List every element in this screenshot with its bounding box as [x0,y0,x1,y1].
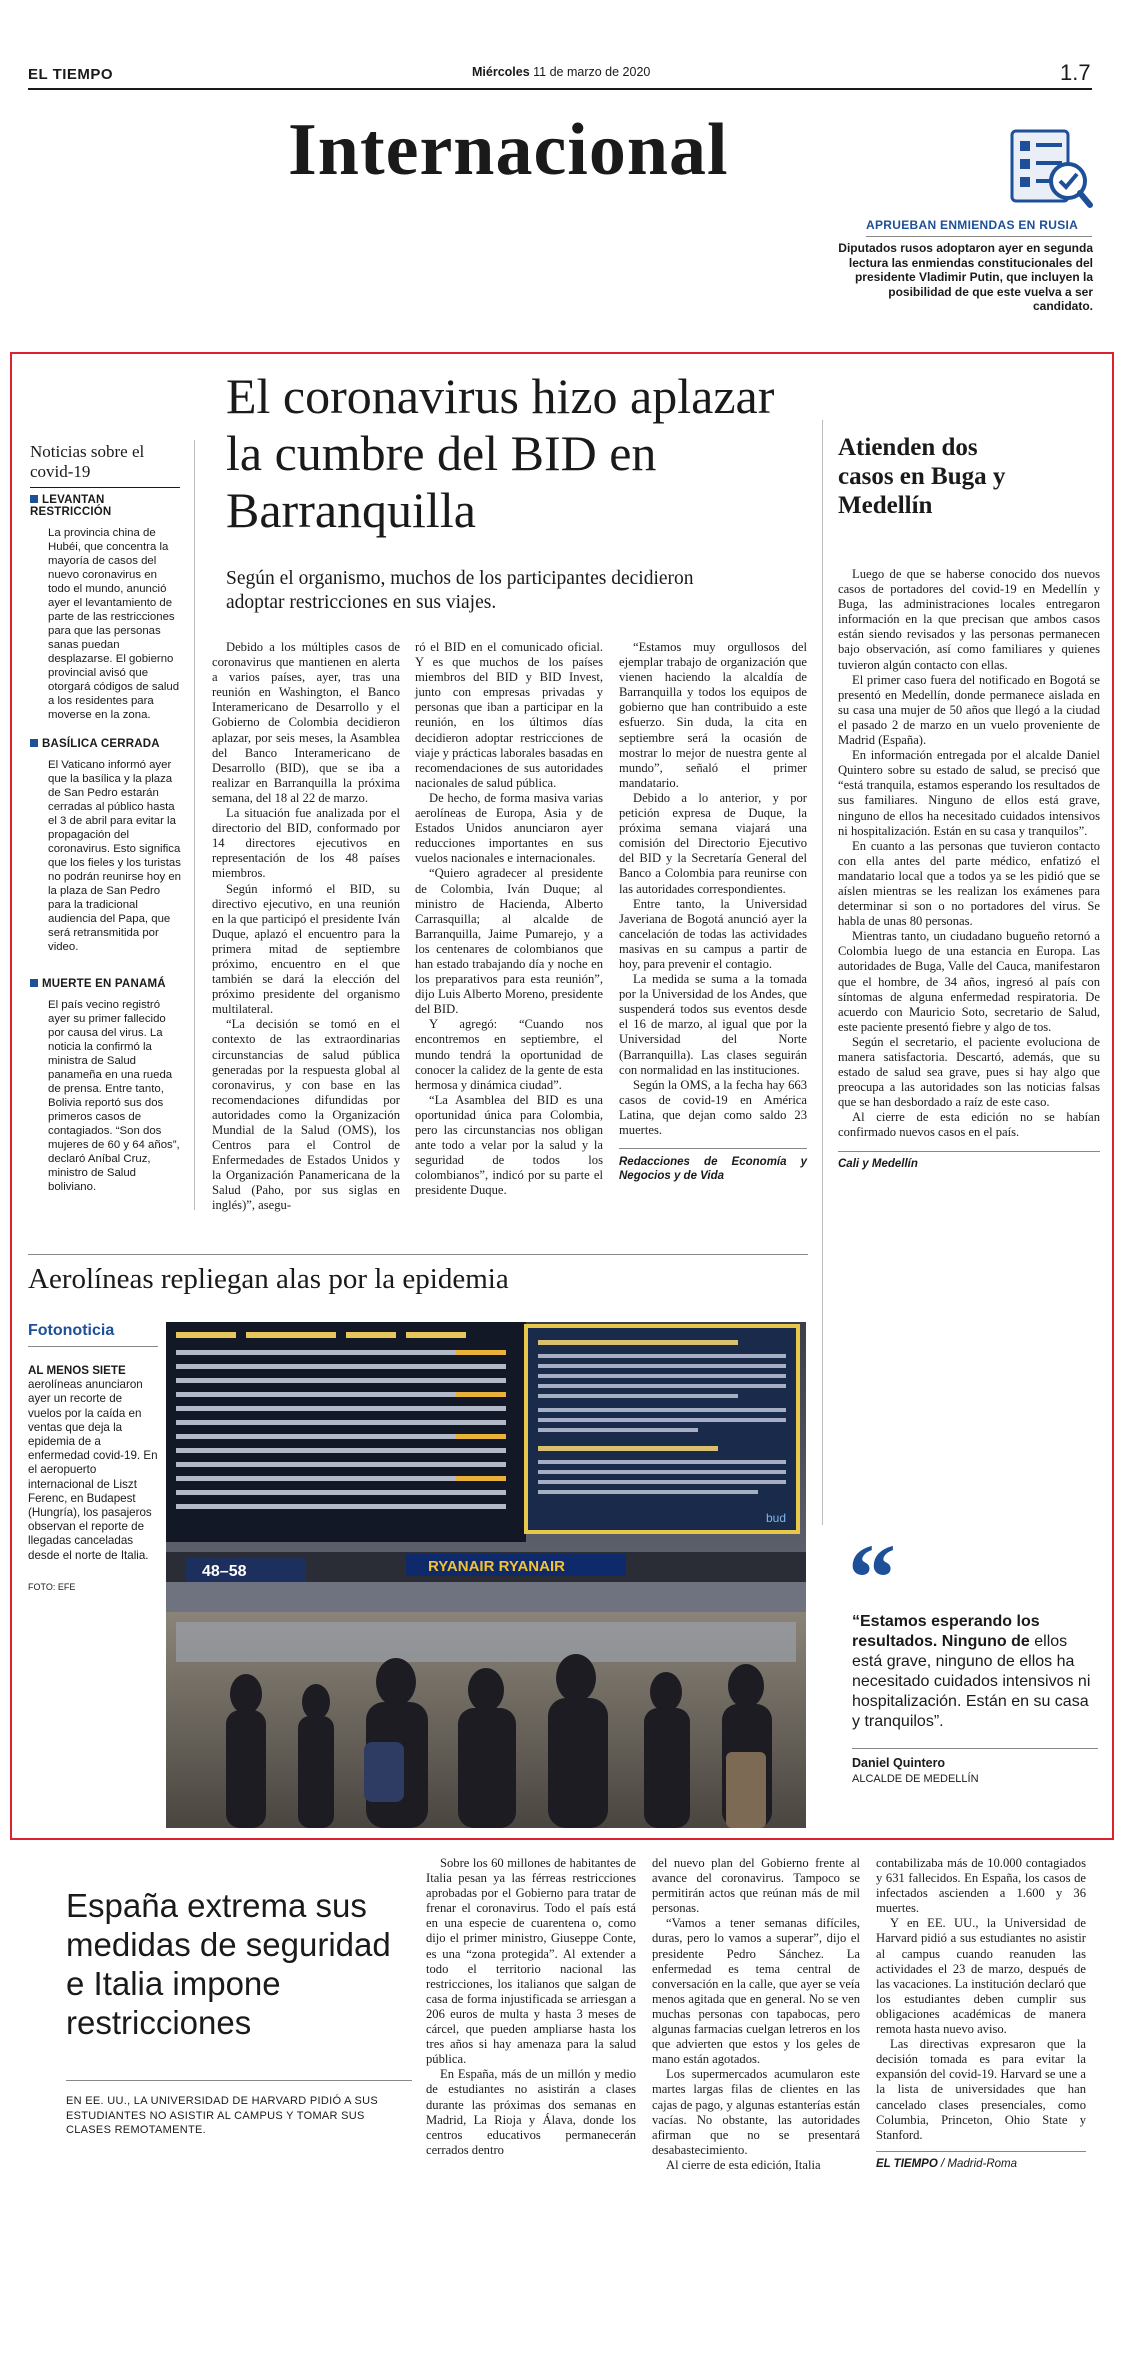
teaser-rule [866,236,1092,237]
paragraph: La medida se suma a la tomada por la Universidad de los Andes, que suspenderá todos sus eventos desde el 16 de marzo, al igual que por la Universidad del Norte (Barranquilla). Las clases seguirán con normalidad en las instituciones. [619,972,807,1077]
paragraph: De hecho, de forma masiva varias aerolíneas de Europa, Asia y de Estados Unidos anunciaron ayer reducciones importantes en sus vuelos nacionales e internacionales. [415,790,603,866]
bullet-square-icon [30,495,38,503]
sidebar-item-heading: MUERTE EN PANAMÁ [30,978,182,990]
bottom-column-2 [652,1856,860,2173]
bottom-byline [876,2157,1086,2172]
paper-name: EL TIEMPO [28,66,114,83]
pull-quote-bold: “Estamos esperando los resultados. Ninguno de [852,1613,1040,1650]
paragraph: Entre tanto, la Universidad Javeriana de Bogotá anunció ayer la cancelación de todas las actividades masivas en su campus a partir de hoy, para prevenir el contagio. [619,896,807,971]
paragraph: contabilizaba más de 10.000 contagiados y 631 fallecidos. En España, los casos de infectados ascienden a 1.600 y 36 muertes. [876,1856,1086,1916]
byline-rule [838,1151,1100,1152]
photo-label-rule [28,1346,158,1347]
photo-story-headline: Aerolíneas repliegan alas por la epidemia [28,1263,509,1295]
paragraph: Debido a los múltiples casos de coronavirus que mantienen en alerta a varios países, ayer, tras una reunión en Washington, el Banco Interamericano de Desarrollo y el Gobierno de Colombia decidieron aplazar, por seis meses, la Asamblea del Banco Interamericano de Desarrollo (BID), que se iba a realizar en Barranquilla la próxima semana, del 18 al 22 de marzo. [212,640,400,805]
sidebar-item-heading: BASÍLICA CERRADA [30,738,182,750]
right-column [838,567,1100,1172]
paragraph: “Estamos muy orgullosos del ejemplar trabajo de organización que vienen haciendo la alcaldía de Barranquilla y todos los equipos de gobierno que han contribuido a este esfuerzo. Sin duda, la cita en septiembre será la ocasión de mostrar lo mejor de nuestra gente al mundo”, señaló el primer mandatario. [619,640,807,790]
paragraph: Según informó el BID, su directivo ejecutivo, en una reunión en la que participó el presidente Iván Duque, aplazó el encuentro para la primera mitad de septiembre próximo, encuentro en el que también se dará la elección del próximo presidente del organismo multilateral. [212,881,400,1017]
sidebar-top-rule [30,487,180,488]
photo-caption-text: aerolíneas anunciaron ayer un recorte de vuelos por la caída en ventas que deja la epidemia de a enfermedad covid-19. En el aeropuerto internacional de Liszt Ferenc, en Budapest (Hungría), los pasajeros observan el reporte de llegadas canceladas desde el norte de Italia. [28,1378,158,1562]
paragraph: En cuanto a las personas que tuvieron contacto con ella antes del parte médico, enfatizó el mandatario local que a todos ya se les pidió que se aíslen mientras se les realizan los exámenes para determinar si son o no portadores del virus. Se habla de unas 80 personas. [838,838,1100,929]
paragraph: “La Asamblea del BID es una oportunidad única para Colombia, pero las circunstancias nos obligan ante todo a velar por la salud y la seguridad de todos los colombianos”, indicó por su parte el presidente Duque. [415,1092,603,1198]
bottom-summary-rule [66,2080,412,2081]
photo-sign-gate: 48–58 [202,1563,247,1580]
quote-rule [852,1748,1098,1749]
paragraph: Debido a lo anterior, y por petición expresa de Duque, la próxima semana viajará una comisión del Directorio Ejecutivo del BID y la Secretaría General del Banco a Colombia para reunirse con las autoridades correspondientes. [619,790,807,896]
paragraph: Al cierre de esta edición no se habían confirmado nuevos casos en el país. [838,1110,1100,1140]
page-number: 1.7 [1060,60,1091,85]
right-byline: Cali y Medellín [838,1157,918,1170]
teaser-kicker: APRUEBAN ENMIENDAS EN RUSIA [866,218,1079,232]
issue-date-rest: 11 de marzo de 2020 [533,65,651,79]
paragraph: La situación fue analizada por el directorio del BID, conformado por 14 directores ejecutivos en representación de los 48 países miembros. [212,806,400,881]
photo-caption [28,1364,158,1563]
sidebar-title: Noticias sobre el covid-19 [30,442,145,481]
byline-rule [876,2151,1086,2152]
paragraph: Luego de que se haberse conocido dos nuevos casos de portadores del covid-19 en Medellín y Buga, las administraciones locales entregaron información en la que precisan que ambos casos están siendo revisados y las personas permanecen bajo observación, así como familiares y quienes tuvieron algún contacto con ellas. [838,567,1100,672]
paragraph: Según la OMS, a la fecha hay 663 casos de covid-19 en América Latina, que dejan como saldo 23 muertes. [619,1077,807,1137]
main-right-divider [822,420,823,1525]
paragraph: “Vamos a tener semanas difíciles, duras, pero lo vamos a superar”, dijo el presidente Pedro Sánchez. La enfermedad es tema central de conversación en la calle, que ayer se veía menos agitada que en general. No se ven muchas personas con tapabocas, pero algunas farmacias cuelgan letreros en los que advierten que estos y los geles de mano están agotados. [652,1916,860,2067]
main-column-1 [212,640,400,1214]
main-column-2 [415,640,603,1198]
teaser-text: Diputados rusos adoptaron ayer en segunda lectura las enmiendas constitucionales del presidente Vladimir Putin, que incluyen la posibilidad de que este vuelva a ser candidato. [838,241,1093,314]
bottom-column-3 [876,1856,1086,2172]
bottom-column-1 [426,1856,636,2158]
sidebar-divider [194,440,195,1210]
paragraph: Sobre los 60 millones de habitantes de Italia pesan ya las férreas restricciones aprobadas por el Gobierno para tratar de frenar el coronavirus. Todo el país está en una especie de cuarentena o, como dijo el primer ministro, Giuseppe Conte, es una “zona protegida”. Al extender a todo el territorio nacional las restricciones, los italianos que salgan de casa de forma injustificada se arriesgan a 206 euros de multa y hasta 3 meses de cárcel, que pueden ampliarse hasta los tres años si hay amenaza para la salud pública. [426,1856,636,2067]
paragraph: En información entregada por el alcalde Daniel Quintero sobre su estado de salud, se precisó que “está tranquila, estamos esperando los resultados de sus familiares. Ninguno de ellos está grave, ninguno de ellos ha necesitado cuidados intensivos ni hospitalización. Están en su casa y tranquilos”. [838,748,1100,838]
masthead-rule [28,88,1092,90]
main-headline: El coronavirus hizo aplazar la cumbre del BID en Barranquilla [226,368,775,538]
issue-date-day: Miércoles [472,65,530,79]
photo-label: Fotonoticia [28,1322,115,1339]
paragraph: Los supermercados acumularon este martes largas filas de clientes en las cajas de pago, y algunas estanterías están vacías. No obstante, las autoridades afirman que no se presentará desabastecimiento. [652,2067,860,2157]
bullet-square-icon [30,739,38,747]
paragraph: En España, más de un millón y medio de estudiantes no asistirán a clases durante las próximas dos semanas en Madrid, La Rioja y Álava, donde los centros educativos permanecerán cerrados dentro [426,2067,636,2157]
byline-rule [619,1148,807,1149]
bottom-headline: España extrema sus medidas de seguridad e Italia impone restricciones [66,1887,391,2041]
right-headline: Atienden dos casos en Buga y Medellín [838,434,1006,519]
sidebar-item-text: El país vecino registró ayer su primer fallecido por causa del virus. La noticia la confirmó la ministra de Salud panameña en una rueda de prensa. Entre tanto, Bolivia reportó sus dos primeros casos de contagiados. “Son dos mujeres de 60 y 64 años”, declaró Aníbal Cruz, ministro de Salud boliviano. [48,999,180,1193]
bullet-square-icon [30,979,38,987]
paragraph: Según el secretario, el paciente evoluciona de manera satisfactoria. Descartó, además, que su estado de salud sea grave, pues si hay algo que preocupa a las autoridades son las noticias falsas que se han desbordado a raíz de este caso. [838,1034,1100,1110]
bottom-summary: EN EE. UU., LA UNIVERSIDAD DE HARVARD PIDIÓ A SUS ESTUDIANTES NO ASISTIR AL CAMPUS Y TOMAR SUS CLASES REMOTAMENTE. [66,2095,378,2136]
airport-photo [166,1322,806,1828]
quote-name: Daniel Quintero [852,1756,946,1770]
photo-sign-airline: RYANAIR RYANAIR [428,1558,565,1575]
paragraph: Y en EE. UU., la Universidad de Harvard pidió a sus estudiantes no asistir al campus cuando reanuden las actividades el 23 de marzo, después de las vacaciones. La institución declaró que los estudiantes deben cumplir sus obligaciones académicas de manera remota hasta nuevo aviso. [876,1916,1086,2037]
photo-credit: FOTO: EFE [28,1582,76,1592]
bottom-byline-rest: / Madrid-Roma [940,2157,1018,2170]
sidebar-item [30,978,182,1194]
sidebar-item [30,738,182,954]
pull-quote [852,1612,1098,1732]
main-byline: Redacciones de Economía y Negocios y de Vida [619,1156,807,1183]
quote-role: ALCALDE DE MEDELLÍN [852,1773,979,1785]
photo-caption-title: AL MENOS SIETE [28,1364,126,1377]
paragraph: Las directivas expresaron que la decisión tomada es para evitar la expansión del covid-19. Harvard se une a la lista de universidades que han cancelado clases presenciales, como Columbia, Princeton, Ohio State y Stanford. [876,2037,1086,2142]
sidebar-item-text: El Vaticano informó ayer que la basílica y la plaza de San Pedro estarán cerradas al público hasta el 3 de abril para evitar la propagación del coronavirus. Esto significa que los fieles y los turistas no podrán reunirse hoy en la plaza de San Pedro para la tradicional audiencia del Papa, que será retransmitida por video. [48,759,181,953]
pull-quote-rest: ellos está grave, ninguno de ellos ha necesitado cuidados intensivos ni hospitalización. Están en su casa y tranquilos”. [852,1633,1091,1730]
sidebar-item [30,494,182,722]
section-title: Internacional [288,109,729,191]
photo-story-rule [28,1254,808,1255]
paragraph: Y agregó: “Cuando nos encontremos en septiembre, el mundo tendrá la oportunidad de conocer la calidez de la gente de esta hermosa y dinámica ciudad”. [415,1017,603,1092]
paragraph: Al cierre de esta edición, Italia [666,2157,821,2172]
bottom-byline-bold: EL TIEMPO [876,2157,938,2170]
main-deck: Según el organismo, muchos de los participantes decidieron adoptar restricciones en sus viajes. [226,568,694,613]
sidebar-item-heading: LEVANTAN RESTRICCIÓN [30,494,112,518]
sidebar-item-text: La provincia china de Hubéi, que concentra la mayoría de casos del nuevo coronavirus en todo el mundo, anunció ayer el levantamiento de parte de las restricciones para que las personas sanas puedan desplazarse. El gobierno provincial avisó que otorgará códigos de salud a los residentes para moverse en la zona. [48,527,180,721]
quote-mark-icon: “ [848,1524,896,1631]
paragraph: Mientras tanto, un ciudadano bugueño retornó a Colombia luego de una estancia en Europa. Las autoridades de Buga, Valle del Cauca, manifestaron que el hombre, de 34 años, ingresó al país con síntomas de alguna enfermedad respiratoria. De acuerdo con Mauricio Soto, secretario de Salud, este paciente presentó fiebre y algo de tos. [838,929,1100,1034]
main-column-3 [619,640,807,1183]
issue-date [472,65,650,79]
paragraph: “La decisión se tomó en el contexto de las extraordinarias circunstancias de salud pública generadas por la respuesta global al coronavirus, y con base en las recomendaciones difundidas por autoridades como la Organización Mundial de la Salud (OMS), los Centros para el Control de Enfermedades de Estados Unidos y la Organización Panamericana de la Salud (Paho, por sus siglas en inglés)”, asegu- [212,1017,400,1213]
paragraph: El primer caso fuera del notificado en Bogotá se presentó en Medellín, donde permanece aislada en su casa una mujer de 50 años que llegó a la ciudad el pasado 2 de marzo en un vuelo proveniente de Madrid (España). [838,672,1100,748]
paragraph: ró el BID en el comunicado oficial. Y es que muchos de los países miembros del BID y BID Invest, junto con empresas privadas y personas que iban a participar en la reunión, en los últimos días decidieron adoptar restricciones de viaje y prácticas laborales basadas en recomendaciones de sus autoridades nacionales de salud pública. [415,640,603,790]
paragraph: “Quiero agradecer al presidente de Colombia, Iván Duque; al ministro de Hacienda, Alberto Carrasquilla; al alcalde de Barranquilla, Jaime Pumarejo, y a los centenares de colombianos que han estado trabajando día y noche en los preparativos para esta reunión”, dijo Luis Alberto Moreno, presidente del BID. [415,866,603,1017]
svg-text:bud: bud [766,1511,787,1525]
document-check-icon [1010,127,1094,211]
paragraph: del nuevo plan del Gobierno frente al avance del coronavirus. Tampoco se permitirán actos que reúnan más de mil personas. [652,1856,860,1916]
